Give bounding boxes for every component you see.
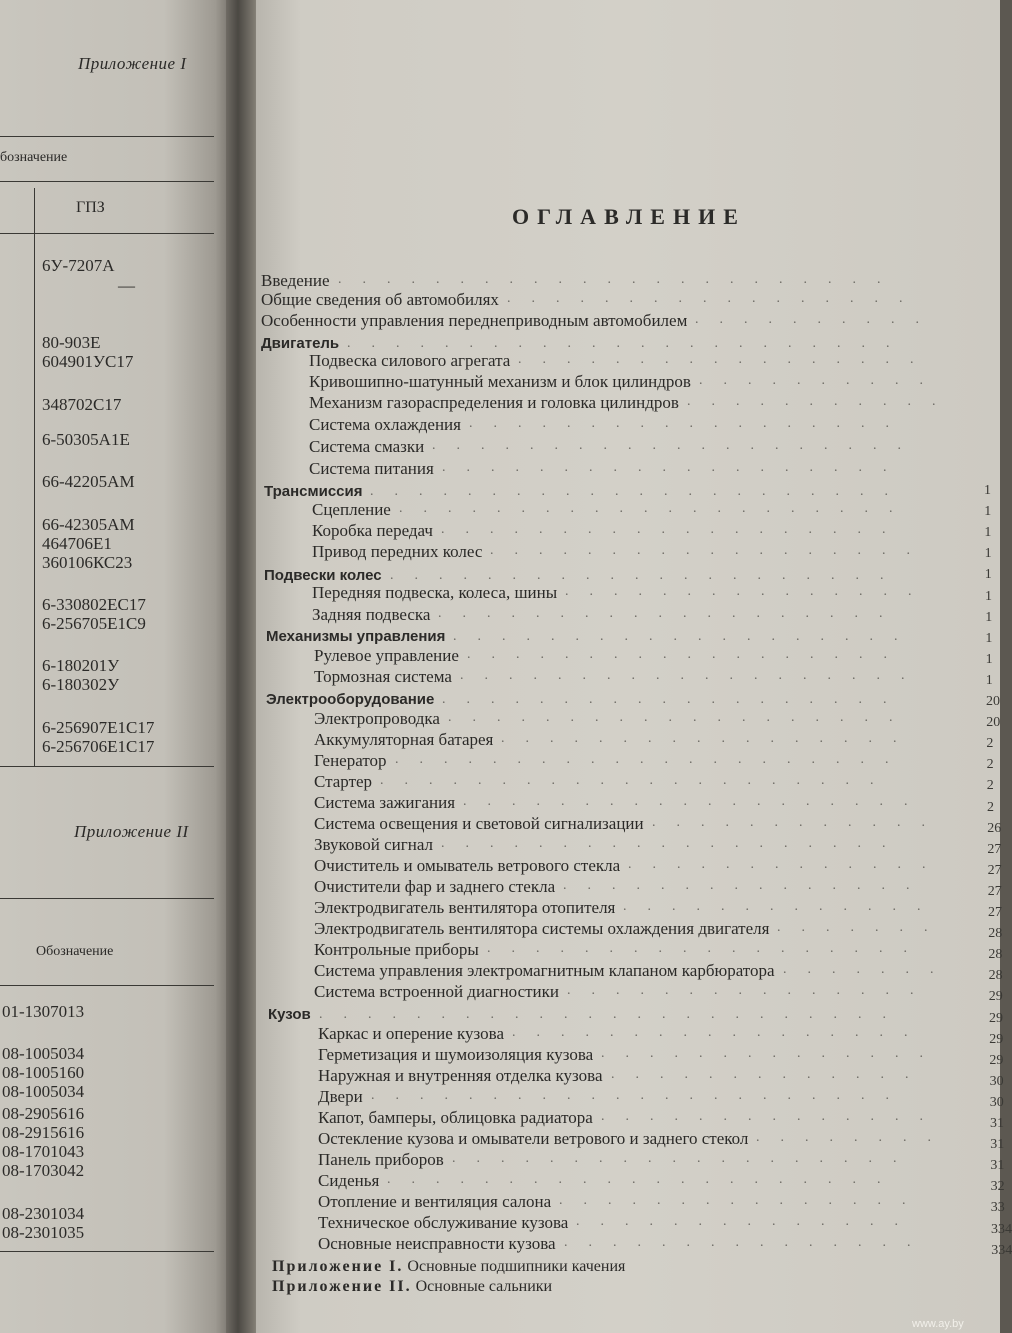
page-number: 28 — [988, 926, 1003, 941]
left-page — [0, 0, 234, 1333]
table1-subheader-rule — [0, 233, 214, 234]
toc-entry: Контрольные приборы — [314, 940, 479, 959]
leader-dots: . . . . . . . . . . . . . . . . . . . . — [432, 438, 922, 453]
page-number: 2 — [986, 736, 994, 751]
toc-entry: Остекление кузова и омыватели ветрового и заднего стекол — [318, 1129, 749, 1148]
seal-code-4: 08-1005034 — [2, 1082, 85, 1101]
page-number: 1 — [984, 483, 991, 498]
toc-entry: Электропроводка — [314, 709, 440, 728]
right-page — [256, 0, 1012, 1333]
toc-entry: Тормозная система — [314, 667, 452, 686]
page-number: 334 — [991, 1243, 1012, 1258]
page-number: 27 — [987, 884, 1002, 899]
table1-header-rule — [0, 181, 214, 182]
leader-dots: . . . . . . . . . . . . . — [623, 899, 942, 914]
page-number: 2 — [986, 778, 994, 793]
leader-dots: . . . . . . . . . . . . . . . . . . . . . — [387, 1172, 902, 1187]
toc-entry: Привод передних колес — [312, 542, 483, 561]
appendix-label: Приложение I. — [272, 1258, 404, 1275]
page-number: 32 — [990, 1179, 1005, 1194]
toc-entry: Введение — [261, 271, 330, 290]
leader-dots: . . . . . . . . . . . . . . . . . . . — [460, 668, 926, 683]
page-number: 1 — [984, 546, 992, 561]
code-8: 66-42305АМ — [42, 515, 135, 534]
page-number: 29 — [989, 1053, 1004, 1068]
seal-code-6: 08-2915616 — [2, 1123, 85, 1142]
leader-dots: . . . . . . . . . . . . . . . — [564, 1235, 932, 1250]
page-number: 1 — [985, 631, 993, 646]
code-2: — — [118, 276, 135, 295]
page-number: 26 — [987, 821, 1002, 836]
watermark: www.ay.by — [912, 1318, 964, 1330]
seal-code-10: 08-2301035 — [2, 1223, 85, 1242]
page-number: 27 — [987, 842, 1002, 857]
toc-entry: Сиденья — [318, 1171, 380, 1190]
toc-entry: Звуковой сигнал — [314, 835, 434, 854]
leader-dots: . . . . . . . . . . . . . . . — [567, 983, 935, 998]
toc-entry: Задняя подвеска — [312, 605, 431, 624]
toc-section: Электрооборудование — [266, 691, 435, 708]
toc-entry: Панель приборов — [318, 1150, 444, 1169]
code-14: 6-180302У — [42, 675, 120, 694]
toc-entry: Основные неисправности кузова — [318, 1234, 556, 1253]
leader-dots: . . . . . . . . — [756, 1130, 952, 1145]
leader-dots: . . . . . . . . . . . . . . . . . . . . . . . . — [319, 1007, 907, 1022]
leader-dots: . . . . . . . . . . — [695, 312, 940, 327]
code-7: 66-42205АМ — [42, 472, 135, 491]
leader-dots: . . . . . . . . . . . . . . . — [565, 584, 933, 599]
leader-dots: . . . . . . . . . . . . . . . . . . . — [452, 1151, 918, 1166]
toc-entry: Сцепление — [312, 500, 391, 519]
page-number: 1 — [984, 504, 992, 519]
appendix-label: Приложение II. — [272, 1278, 412, 1295]
toc-entry: Система питания — [309, 459, 434, 478]
page-number: 27 — [988, 905, 1002, 920]
leader-dots: . . . . . . . . . . . . . — [628, 857, 947, 872]
toc-section: Подвески колес — [264, 567, 382, 584]
toc-entry: Очиститель и омыватель ветрового стекла — [314, 856, 621, 875]
page-number: 28 — [988, 947, 1003, 962]
leader-dots: . . . . . . . . . . . . . . . . . — [512, 1025, 929, 1040]
toc-entry: Система встроенной диагностики — [314, 982, 560, 1001]
code-13: 6-180201У — [42, 656, 120, 675]
toc-entry: Рулевое управление — [314, 646, 459, 665]
table1-column-divider — [34, 188, 35, 766]
leader-dots: . . . . . . . . . . . . . . . . . . . . . — [395, 752, 910, 767]
appendix-text: Основные подшипники качения — [407, 1258, 626, 1275]
leader-dots: . . . . . . . . . . . . . . . . . . — [469, 416, 910, 431]
page-number: 29 — [989, 1011, 1003, 1026]
leader-dots: . . . . . . . . . . . . . . — [601, 1109, 944, 1124]
leader-dots: . . . . . . . . . . . . . . . . . . . — [442, 460, 908, 475]
leader-dots: . . . . . . . — [783, 962, 955, 977]
toc-entry: Каркас и оперение кузова — [318, 1024, 505, 1043]
toc-entry: Аккумуляторная батарея — [314, 730, 494, 749]
appendix1-header: бозначение — [0, 150, 68, 165]
page-number: 1 — [985, 652, 993, 667]
seal-code-5: 08-2905616 — [2, 1104, 85, 1123]
toc-section: Трансмиссия — [264, 483, 363, 500]
page-number: 20 — [986, 715, 1001, 730]
toc-entry: Электродвигатель вентилятора системы охлаждения двигателя — [314, 919, 770, 938]
seal-code-3: 08-1005160 — [2, 1063, 85, 1082]
toc-entry: Электродвигатель вентилятора отопителя — [314, 898, 616, 917]
toc-entry: Техническое обслуживание кузова — [318, 1213, 569, 1232]
leader-dots: . . . . . . . . . . . . . . . . . . . . . . . — [347, 336, 911, 351]
page-number: 1 — [984, 567, 992, 582]
toc-entry: Передняя подвеска, колеса, шины — [312, 583, 558, 602]
appendix1-title: Приложение I — [78, 54, 187, 73]
leader-dots: . . . . . . . . . . . . . . . . . . . — [441, 522, 907, 537]
leader-dots: . . . . . . . . . . . — [687, 394, 957, 409]
leader-dots: . . . . . . . . . . . . . . . . . . . — [463, 794, 929, 809]
leader-dots: . . . . . . . . . . . . . . . . . . . . . . — [371, 1088, 910, 1103]
leader-dots: . . . . . . . . . . . . . . . . . . . — [442, 692, 908, 707]
table2-bottom-rule — [0, 1251, 214, 1252]
page-number: 28 — [988, 968, 1003, 983]
toc-entry: Система управления электромагнитным клапаном карбюратора — [314, 961, 775, 980]
leader-dots: . . . . . . . . . . . . . . . . . . . — [448, 710, 914, 725]
code-6: 6-50305А1Е — [42, 430, 130, 449]
leader-dots: . . . . . . . . . . . . . . . . . . — [490, 543, 931, 558]
toc-appendix-2 — [272, 1278, 552, 1296]
seal-code-1: 01-1307013 — [2, 1002, 85, 1021]
code-1: 6У-7207А — [42, 256, 115, 275]
page-number: 2 — [987, 800, 994, 815]
leader-dots: . . . . . . . . . . . . . . . . . . . . . — [399, 501, 914, 516]
leader-dots: . . . . . . . . . . . . . . . . . — [518, 352, 935, 367]
toc-section: Кузов — [268, 1006, 311, 1023]
code-10: 360106КС23 — [42, 553, 133, 572]
page-number: 334 — [991, 1222, 1012, 1237]
code-12: 6-256705Е1С9 — [42, 614, 146, 633]
page-number: 29 — [988, 989, 1003, 1004]
toc-entry: Подвеска силового агрегата — [309, 351, 511, 370]
toc-entry: Механизм газораспределения и головка цилиндров — [309, 393, 679, 412]
page-number: 20 — [986, 694, 1000, 709]
page-number: 2 — [986, 757, 994, 772]
seal-code-7: 08-1701043 — [2, 1142, 85, 1161]
leader-dots: . . . . . . . . . . . . . . . . . . . . . . — [370, 484, 909, 499]
code-5: 348702С17 — [42, 395, 122, 414]
toc-entry: Очистители фар и заднего стекла — [314, 877, 556, 896]
leader-dots: . . . . . . . . . . . . . . . . . . . — [453, 629, 919, 644]
seal-code-8: 08-1703042 — [2, 1161, 85, 1180]
appendix2-header: Обозначение — [36, 944, 114, 959]
toc-entry: Система освещения и световой сигнализации — [314, 814, 644, 833]
code-11: 6-330802ЕС17 — [42, 595, 146, 614]
toc-entry: Система зажигания — [314, 793, 456, 812]
leader-dots: . . . . . . . . . . . . . . . . . . . . . . . — [338, 272, 902, 287]
page-number: 31 — [990, 1137, 1005, 1152]
page-number: 1 — [985, 610, 993, 625]
leader-dots: . . . . . . . . . . — [699, 373, 944, 388]
toc-title: ОГЛАВЛЕНИЕ — [512, 204, 746, 229]
leader-dots: . . . . . . . . . . . . . . . — [559, 1193, 927, 1208]
leader-dots: . . . . . . . . . . . . . . — [601, 1046, 944, 1061]
code-9: 464706Е1 — [42, 534, 112, 553]
page-number: 1 — [985, 673, 993, 688]
page-number: 30 — [989, 1074, 1004, 1089]
page-number: 1 — [985, 589, 992, 604]
appendix2-title: Приложение II — [74, 822, 189, 841]
page-number: 27 — [987, 863, 1002, 878]
code-16: 6-256706Е1С17 — [42, 737, 155, 756]
toc-entry: Кривошипно-шатунный механизм и блок цилиндров — [309, 372, 691, 391]
toc-entry: Коробка передач — [312, 521, 433, 540]
page-number: 29 — [989, 1032, 1004, 1047]
leader-dots: . . . . . . . . . . . . . . . . . . — [467, 647, 908, 662]
leader-dots: . . . . . . . . . . . . — [652, 815, 946, 830]
table2-header-rule — [0, 985, 214, 986]
toc-entry: Капот, бамперы, облицовка радиатора — [318, 1108, 593, 1127]
toc-section: Двигатель — [261, 335, 340, 352]
toc-entry: Наружная и внутренняя отделка кузова — [318, 1066, 603, 1085]
leader-dots: . . . . . . . . . . . . . . . . . . — [487, 941, 928, 956]
toc-appendix-1 — [272, 1258, 625, 1276]
leader-dots: . . . . . . . . . . . . . . . . . . . — [441, 836, 907, 851]
leader-dots: . . . . . . . . . . . . . . . . . . . — [438, 606, 904, 621]
leader-dots: . . . . . . . . . . . . . . . . . — [501, 731, 918, 746]
leader-dots: . . . . . . . . . . . . . . . . . . . . . — [380, 773, 895, 788]
toc-entry: Двери — [318, 1087, 363, 1106]
page-number: 30 — [989, 1095, 1004, 1110]
table1-top-rule — [0, 136, 214, 137]
toc-entry: Особенности управления переднеприводным автомобилем — [261, 311, 688, 330]
page-number: 31 — [990, 1116, 1004, 1131]
toc-entry: Система охлаждения — [309, 415, 461, 434]
page-number: 33 — [990, 1200, 1005, 1215]
table1-bottom-rule — [0, 766, 214, 767]
leader-dots: . . . . . . . . . . . . . . — [576, 1214, 919, 1229]
code-3: 80-903Е — [42, 333, 101, 352]
leader-dots: . . . . . . . . . . . . . — [611, 1067, 930, 1082]
appendix1-column-label: ГПЗ — [76, 199, 105, 216]
toc-entry: Общие сведения об автомобилях — [261, 290, 499, 309]
code-4: 604901УС17 — [42, 352, 134, 371]
leader-dots: . . . . . . . . . . . . . . . . . . . . . — [390, 568, 905, 583]
code-15: 6-256907Е1С17 — [42, 718, 155, 737]
appendix-text: Основные сальники — [415, 1278, 553, 1295]
toc-entry: Отопление и вентиляция салона — [318, 1192, 552, 1211]
leader-dots: . . . . . . . . . . . . . . . — [563, 878, 931, 893]
toc-entry: Генератор — [314, 751, 387, 770]
page-number: 1 — [984, 525, 992, 540]
leader-dots: . . . . . . . — [777, 920, 949, 935]
leader-dots: . . . . . . . . . . . . . . . . . — [507, 291, 924, 306]
toc-section: Механизмы управления — [266, 628, 446, 645]
page-number: 31 — [990, 1158, 1005, 1173]
table2-top-rule — [0, 898, 214, 899]
seal-code-2: 08-1005034 — [2, 1044, 85, 1063]
toc-entry: Герметизация и шумоизоляция кузова — [318, 1045, 594, 1064]
toc-entry: Система смазки — [309, 437, 425, 456]
seal-code-9: 08-2301034 — [2, 1204, 85, 1223]
toc-entry: Стартер — [314, 772, 373, 791]
